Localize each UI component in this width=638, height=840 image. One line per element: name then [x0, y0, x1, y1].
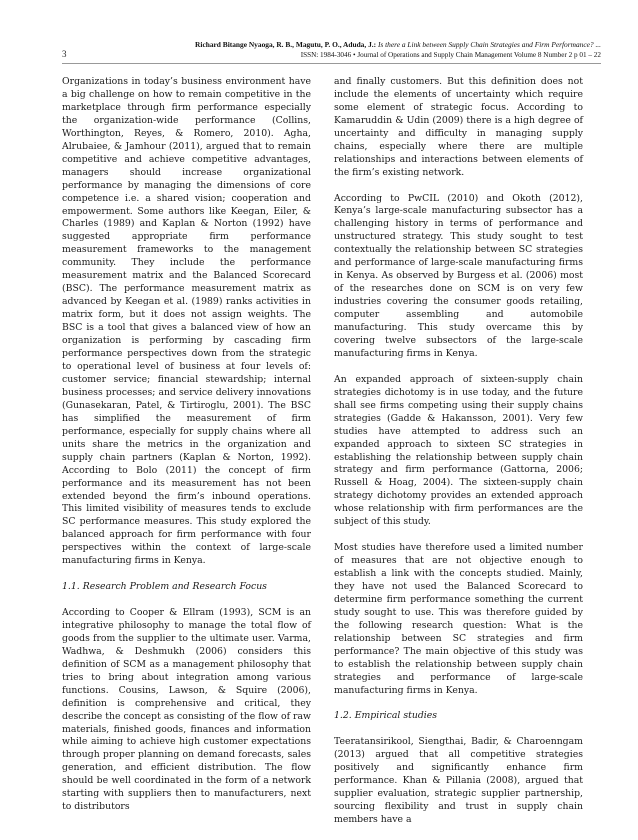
left-column: [62, 76, 311, 827]
header-authors: Richard Bitange Nyaoga, R. B., Magutu, P. O., Aduda, J.:: [195, 40, 377, 49]
page-number: 3: [62, 49, 67, 59]
research-question-paragraph: Most studies have therefore used a limited number of measures that are not objective enough to establish a link with the concepts studied. Mainly, they have not used the Balanced Scorecard to determine firm performance something the current study sought to use. This was therefore guided by the following research question: What is the relationship between SC strategies and firm performance? The main objective of this study was to establish the relationship between supply chain strategies and performance of large-scale manufacturing firms in Kenya.: [334, 542, 583, 696]
section-heading-empirical-studies: 1.2. Empirical studies: [334, 710, 438, 722]
header-divider: [62, 63, 601, 64]
kenya-context-paragraph: According to PwCIL (2010) and Okoth (2012), Kenya’s large-scale manufacturing subsector has a challenging history in terms of performance and unstructured strategy. This study sought to test contextually the relationship between SC strategies and performance of large-scale manufacturing firms in Kenya. As observed by Burgess et al. (2006) most of the researches done on SCM is on very few industries covering the consumer goods retailing, computer assembling and automobile manufacturing. This study overcame this by covering twelve subsectors of the large-scale manufacturing firms in Kenya.: [334, 192, 583, 359]
section-heading-research-problem: 1.1. Research Problem and Research Focus: [62, 581, 267, 593]
empirical-paragraph: Teeratansirikool, Siengthai, Badir, & Charoenngam (2013) argued that all competitive strategies positively and significantly enhance firm performance. Khan & Pillania (2008), argued that supplier evaluation, strategic supplier partnership, sourcing flexibility and trust in supply chain members have a: [334, 736, 583, 826]
scm-definition-paragraph: According to Cooper & Ellram (1993), SCM is an integrative philosophy to manage the total flow of goods from the supplier to the ultimate user. Varma, Wadhwa, & Deshmukh (2006) considers this definition of SCM as a management philosophy that tries to bring about integration among various functions. Cousins, Lawson, & Squire (2006), definition is comprehensive and critical, they describe the concept as consisting of the flow of raw materials, finished goods, finances and information while aiming to achieve high customer expectations through proper planning on demand forecasts, sales generation, and efficient distribution. The flow should be well coordinated in the form of a network starting with suppliers then to manufacturers, next to distributors: [62, 606, 311, 813]
intro-paragraph: Organizations in today’s business environment have a big challenge on how to remain competitive in the marketplace through firm performance especially the organization-wide performance (Collins, Worthington, Reyes, & Romero, 2010). Agha, Alrubaiee, & Jamhour (2011), argued that to remain competitive and achieve competitive advantages, managers should increase organizational performance by managing the dimensions of core competence i.e. a shared vision; cooperation and empowerment. Some authors like Keegan, Eiler, & Charles (1989) and Kaplan & Norton (1992) have suggested appropriate firm performance measurement frameworks to the management community. They include the performance measurement matrix and the Balanced Scorecard (BSC). The performance measurement matrix as advanced by Keegan et al. (1989) ranks activities in matrix form, but it does not assign weights. The BSC is a tool that gives a balanced view of how an organization is performing by cascading firm performance perspectives down from the strategic to operational level of business at four levels of: customer service; financial stewardship; internal business processes; and service delivery innovations (Gunasekaran, Patel, & Tirtiroglu, 2001). The BSC has simplified the measurement of firm performance, especially for supply chains where all units share the metrics in the organization and supply chain partners (Kaplan & Norton, 1992). According to Bolo (2011) the concept of firm performance and its measurement has not been extended beyond the firm’s inbound operations. This limited visibility of measures tends to exclude SC performance measures. This study explored the balanced approach for firm performance with four perspectives within the context of large-scale manufacturing firms in Kenya.: [62, 76, 311, 567]
header-article-title: Is there a Link between Supply Chain Strategies and Firm Performance? ...: [377, 40, 601, 49]
header-journal-info: ISSN: 1984-3046 • Journal of Operations and Supply Chain Management Volume 8 Number 2 p 01 – 22: [300, 51, 601, 59]
running-header-citation: [81, 40, 601, 49]
continuation-paragraph: and finally customers. But this definition does not include the elements of uncertainty which require some element of strategic focus. According to Kamaruddin & Udin (2009) there is a high degree of uncertainty and difficulty in managing supply chains, especially where there are multiple relationships and interactions between elements of the firm’s existing network.: [334, 76, 583, 178]
right-column: [334, 76, 583, 840]
sc-strategies-paragraph: An expanded approach of sixteen-supply chain strategies dichotomy is in use today, and the future shall see firms competing using their supply chains strategies (Gadde & Hakansson, 2001). Very few studies have attempted to address such an expanded approach to sixteen SC strategies in establishing the relationship between supply chain strategy and firm performance (Gattorna, 2006; Russell & Hoag, 2004). The sixteen-supply chain strategy dichotomy provides an extended approach whose relationship with firm performances are the subject of this study.: [334, 373, 583, 528]
